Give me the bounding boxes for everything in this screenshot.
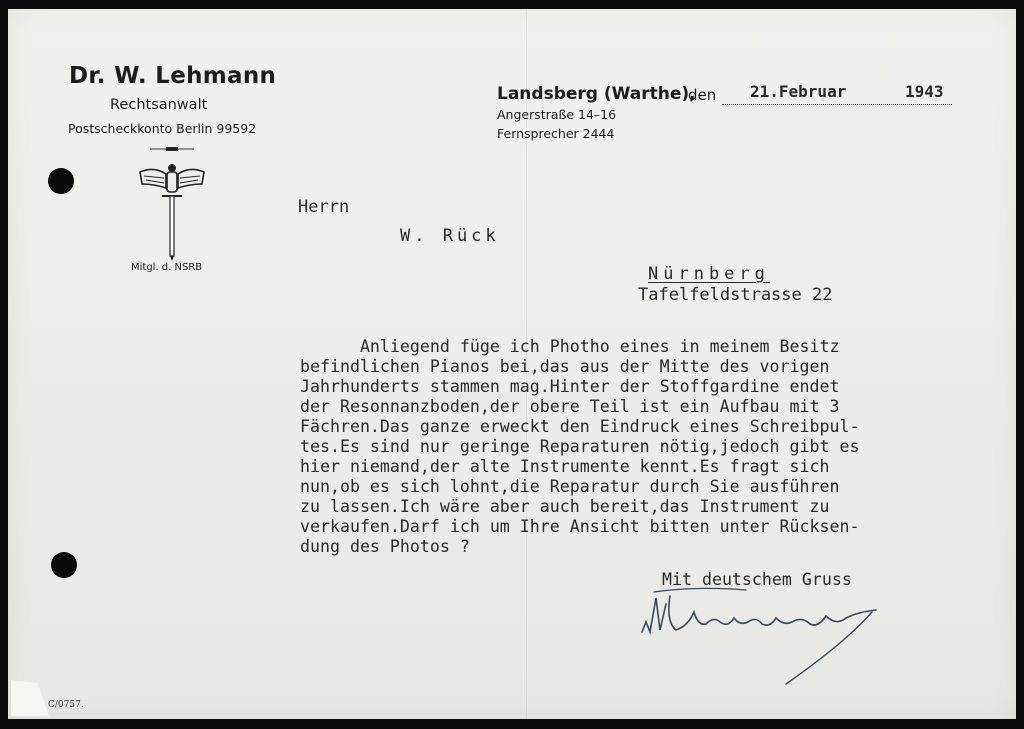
body-line: zu lassen.Ich wäre aber auch bereit,das Instrument zu — [300, 497, 830, 516]
body-line: Jahrhunderts stammen mag.Hinter der Stoffgardine endet — [300, 377, 840, 396]
body-line: nun,ob es sich lohnt,die Reparatur durch Sie ausführen — [300, 477, 840, 496]
letter-date: 21.Februar — [750, 82, 847, 101]
body-line: hier niemand,der alte Instrumente kennt.Es fragt sich — [300, 457, 830, 476]
eagle-sword-emblem-icon — [136, 144, 208, 262]
punch-hole-bottom — [51, 552, 77, 578]
sender-title: Rechtsanwalt — [110, 97, 208, 113]
salutation: Herrn — [298, 197, 350, 217]
recipient-street: Tafelfeldstrasse 22 — [638, 285, 833, 305]
body-line: tes.Es sind nur geringe Reparaturen nötig,jedoch gibt es — [300, 437, 860, 456]
recipient-city: Nürnberg — [648, 264, 770, 284]
letter-year: 1943 — [905, 82, 944, 101]
postscheck-account: Postscheckkonto Berlin 99592 — [68, 121, 257, 136]
closing-greeting: Mit deutschem Gruss — [662, 570, 852, 589]
date-dotted-line — [722, 104, 952, 105]
sender-name: Dr. W. Lehmann — [69, 63, 277, 89]
body-line: Fächren.Das ganze erweckt den Eindruck eines Schreibpul- — [300, 417, 860, 436]
letter-body — [300, 337, 859, 557]
place-label: Landsberg (Warthe), — [497, 84, 696, 104]
den-label: den — [688, 86, 717, 104]
handwritten-signature — [636, 582, 896, 690]
archive-reference: C/0757. — [48, 700, 84, 710]
body-line: verkaufen.Darf ich um Ihre Ansicht bitten unter Rücksen- — [300, 517, 860, 536]
recipient-name: W. Rück — [400, 226, 500, 246]
body-line: der Resonnanzboden,der obere Teil ist ein Aufbau mit 3 — [300, 397, 840, 416]
sender-phone: Fernsprecher 2444 — [497, 126, 615, 141]
punch-hole-top — [48, 168, 74, 194]
body-line: dung des Photos ? — [300, 537, 470, 556]
membership-label: Mitgl. d. NSRB — [131, 262, 203, 273]
body-line: befindlichen Pianos bei,das aus der Mitte des vorigen — [300, 357, 830, 376]
sender-street: Angerstraße 14–16 — [497, 107, 617, 122]
body-line: Anliegend füge ich Photho eines in meinem Besitz — [300, 337, 840, 356]
